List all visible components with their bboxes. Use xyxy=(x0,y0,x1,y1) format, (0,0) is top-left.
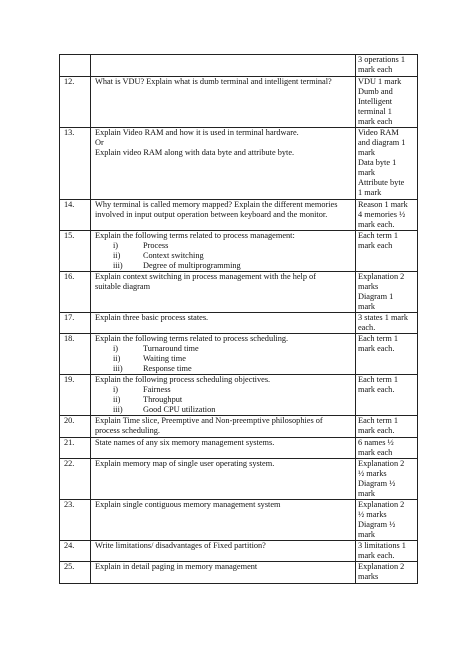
sub-item xyxy=(95,241,353,251)
marks-cell xyxy=(356,200,418,231)
question-text xyxy=(91,313,356,334)
marks-cell xyxy=(356,313,418,334)
marks-line: VDU 1 mark xyxy=(358,77,402,86)
question-number: 17. xyxy=(60,313,91,334)
question-text xyxy=(91,375,356,416)
marks-line: each. xyxy=(358,323,376,332)
marks-line: mark each. xyxy=(358,551,395,560)
table-row xyxy=(60,55,418,77)
marks-cell xyxy=(356,55,418,77)
question-table xyxy=(59,54,418,584)
marks-line: ½ marks xyxy=(358,469,387,478)
marks-line: Explanation 2 xyxy=(358,459,405,468)
question-line: State names of any six memory management systems. xyxy=(95,438,275,447)
marks-line: mark xyxy=(358,168,376,177)
question-number: 16. xyxy=(60,272,91,313)
marks-line: Each term 1 xyxy=(358,375,399,384)
question-table-body xyxy=(60,55,418,584)
sub-item-list xyxy=(95,241,353,271)
sub-item-numeral: ii) xyxy=(113,395,121,404)
marks-line: 6 names ½ xyxy=(358,438,394,447)
question-text xyxy=(91,500,356,541)
marks-line: ½ marks xyxy=(358,510,387,519)
sub-item xyxy=(95,251,353,261)
marks-line: marks xyxy=(358,572,379,581)
question-number: 22. xyxy=(60,459,91,500)
marks-line: mark xyxy=(358,489,376,498)
marks-line: 3 operations 1 xyxy=(358,55,406,64)
marks-cell xyxy=(356,562,418,584)
sub-item-text: Throughput xyxy=(143,395,183,404)
question-text xyxy=(91,128,356,200)
question-line: Explain the following terms related to process management: xyxy=(95,231,295,240)
marks-cell xyxy=(356,500,418,541)
marks-line: 1 mark xyxy=(358,188,382,197)
sub-item xyxy=(95,261,353,271)
question-line: What is VDU? Explain what is dumb terminal and intelligent terminal? xyxy=(95,77,332,86)
question-number xyxy=(60,55,91,77)
marks-cell xyxy=(356,77,418,128)
marks-line: 3 states 1 mark xyxy=(358,313,409,322)
sub-item-text: Fairness xyxy=(143,385,171,394)
table-row xyxy=(60,313,418,334)
question-line: Explain three basic process states. xyxy=(95,313,209,322)
question-line: Explain Video RAM and how it is used in terminal hardware. xyxy=(95,128,299,137)
marks-line: Explanation 2 xyxy=(358,562,405,571)
marks-line: terminal 1 xyxy=(358,107,392,116)
marks-line: mark each xyxy=(358,241,393,250)
marks-cell xyxy=(356,231,418,272)
table-row xyxy=(60,231,418,272)
sub-item xyxy=(95,405,353,415)
sub-item xyxy=(95,395,353,405)
marks-line: mark each. xyxy=(358,426,395,435)
sub-item xyxy=(95,354,353,364)
marks-line: Attribute byte xyxy=(358,178,405,187)
question-line: Explain the following process scheduling objectives. xyxy=(95,375,271,384)
table-row xyxy=(60,200,418,231)
question-line: suitable diagram xyxy=(95,282,151,291)
marks-line: mark xyxy=(358,148,376,157)
question-line: Explain in detail paging in memory management xyxy=(95,562,258,571)
marks-line: Intelligent xyxy=(358,97,393,106)
question-number: 15. xyxy=(60,231,91,272)
marks-line: Each term 1 xyxy=(358,416,399,425)
marks-cell xyxy=(356,334,418,375)
sub-item-text: Context switching xyxy=(143,251,204,260)
sub-item-numeral: iii) xyxy=(113,261,123,270)
table-row xyxy=(60,500,418,541)
sub-item-numeral: i) xyxy=(113,385,119,394)
marks-line: mark each. xyxy=(358,220,395,229)
marks-line: Diagram ½ xyxy=(358,479,396,488)
question-text xyxy=(91,459,356,500)
marks-line: and diagram 1 xyxy=(358,138,406,147)
table-row xyxy=(60,562,418,584)
table-row xyxy=(60,416,418,438)
sub-item-text: Response time xyxy=(143,364,192,373)
marks-line: mark each. xyxy=(358,344,395,353)
sub-item xyxy=(95,385,353,395)
sub-item-text: Degree of multiprogramming xyxy=(143,261,241,270)
marks-line: Dumb and xyxy=(358,87,393,96)
marks-line: Explanation 2 xyxy=(358,500,405,509)
question-number: 13. xyxy=(60,128,91,200)
marks-line: 4 memories ½ xyxy=(358,210,406,219)
question-line: Explain Time slice, Preemptive and Non-preemptive philosophies of xyxy=(95,416,323,425)
question-text xyxy=(91,438,356,459)
sub-item xyxy=(95,364,353,374)
sub-item-numeral: iii) xyxy=(113,364,123,373)
sub-item-text: Process xyxy=(143,241,169,250)
marks-cell xyxy=(356,459,418,500)
question-line: Write limitations/ disadvantages of Fixed partition? xyxy=(95,541,266,550)
marks-cell xyxy=(356,438,418,459)
question-text xyxy=(91,562,356,584)
marks-line: mark each. xyxy=(358,385,395,394)
sub-item-list xyxy=(95,344,353,374)
marks-cell xyxy=(356,375,418,416)
question-text xyxy=(91,416,356,438)
question-line: Why terminal is called memory mapped? Explain the different memories xyxy=(95,200,338,209)
question-text xyxy=(91,541,356,562)
question-number: 25. xyxy=(60,562,91,584)
table-row xyxy=(60,272,418,313)
question-number: 24. xyxy=(60,541,91,562)
sub-item-list xyxy=(95,385,353,415)
question-number: 12. xyxy=(60,77,91,128)
question-number: 18. xyxy=(60,334,91,375)
marks-line: Each term 1 xyxy=(358,231,399,240)
marks-line: mark each xyxy=(358,448,393,457)
marks-cell xyxy=(356,128,418,200)
marks-cell xyxy=(356,541,418,562)
sub-item-text: Turnaround time xyxy=(143,344,199,353)
question-page xyxy=(59,54,418,584)
marks-line: Data byte 1 xyxy=(358,158,397,167)
table-row xyxy=(60,77,418,128)
question-text xyxy=(91,200,356,231)
table-row xyxy=(60,375,418,416)
marks-line: Explanation 2 xyxy=(358,272,405,281)
question-line: Explain video RAM along with data byte and attribute byte. xyxy=(95,148,295,157)
question-text xyxy=(91,231,356,272)
question-text xyxy=(91,77,356,128)
question-text xyxy=(91,55,356,77)
table-row xyxy=(60,128,418,200)
sub-item xyxy=(95,344,353,354)
question-number: 19. xyxy=(60,375,91,416)
marks-line: Diagram 1 xyxy=(358,292,394,301)
table-row xyxy=(60,541,418,562)
question-line: process scheduling. xyxy=(95,426,160,435)
marks-cell xyxy=(356,272,418,313)
sub-item-numeral: i) xyxy=(113,344,119,353)
sub-item-numeral: iii) xyxy=(113,405,123,414)
table-row xyxy=(60,459,418,500)
marks-cell xyxy=(356,416,418,438)
marks-line: 3 limitations 1 xyxy=(358,541,406,550)
marks-line: mark each xyxy=(358,117,393,126)
marks-line: mark xyxy=(358,302,376,311)
marks-line: marks xyxy=(358,282,379,291)
marks-line: mark xyxy=(358,530,376,539)
question-text xyxy=(91,334,356,375)
marks-line: mark each xyxy=(358,65,393,74)
sub-item-text: Waiting time xyxy=(143,354,186,363)
question-line: Explain the following terms related to process scheduling. xyxy=(95,334,289,343)
question-number: 14. xyxy=(60,200,91,231)
sub-item-numeral: i) xyxy=(113,241,119,250)
sub-item-numeral: ii) xyxy=(113,354,121,363)
sub-item-text: Good CPU utilization xyxy=(143,405,216,414)
question-line: Explain single contiguous memory management system xyxy=(95,500,281,509)
marks-line: Each term 1 xyxy=(358,334,399,343)
question-line: Explain memory map of single user operating system. xyxy=(95,459,275,468)
question-text xyxy=(91,272,356,313)
question-number: 20. xyxy=(60,416,91,438)
table-row xyxy=(60,334,418,375)
question-number: 23. xyxy=(60,500,91,541)
marks-line: Video RAM xyxy=(358,128,399,137)
table-row xyxy=(60,438,418,459)
question-line: Explain context switching in process management with the help of xyxy=(95,272,316,281)
sub-item-numeral: ii) xyxy=(113,251,121,260)
question-line: Or xyxy=(95,138,104,147)
question-number: 21. xyxy=(60,438,91,459)
question-line: involved in input output operation between keyboard and the monitor. xyxy=(95,210,328,219)
marks-line: Reason 1 mark xyxy=(358,200,408,209)
marks-line: Diagram ½ xyxy=(358,520,396,529)
